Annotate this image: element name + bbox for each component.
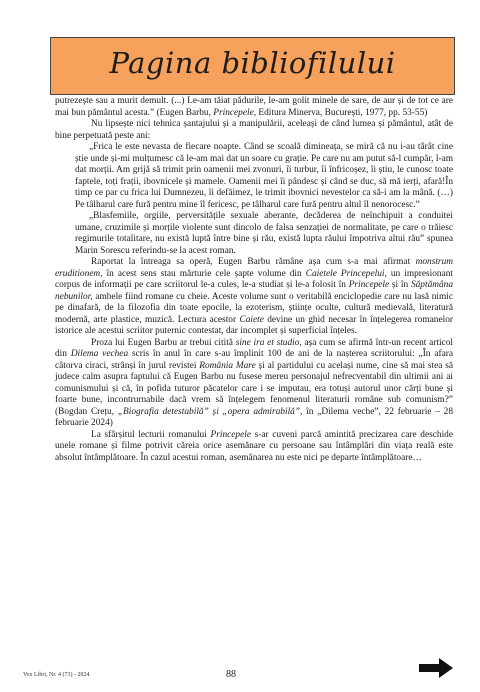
text-run: , în acest sens stau mărturie cele șapte volume din xyxy=(100,268,306,279)
text-run: , Editura Minerva, București, 1977, pp. 53-55) xyxy=(253,107,428,118)
text-run: s-ar cuveni parcă amintită precizarea care deschide unele romane și filme potrivit căreia orice asemănare cu persoane sau întâmplări din viața reală este absolut întâmplătoare. În cazul acestui roman, asemănarea nu este nici pe departe întâmplătoare… xyxy=(55,429,453,463)
quote-2 xyxy=(55,211,453,257)
text-run: ambele fiind romane cu cheie. Aceste volume sunt o veritabilă enciclopedie care nu lasă nimic pe dinafară, de la filozofia din toate epocile, la ezoterism, științe oculte, cultură medievală, literatură modernă, arte plastice, muzică. Lectura acestor xyxy=(55,291,453,325)
text-run: La sfârșitul lecturii romanului xyxy=(91,429,211,440)
page-number: 88 xyxy=(226,669,236,680)
page-title: Pagina bibliofilului xyxy=(109,46,396,80)
paragraph-2 xyxy=(55,119,453,142)
text-run: Nu lipsește nici tehnica șantajului și a manipulării, aceleași de când lumea și pământul, atât de bine perpetuată peste ani: xyxy=(55,119,453,141)
text-run: Raportat la întreaga sa operă, Eugen Barbu rămâne așa cum s-a mai afirmat xyxy=(91,257,416,267)
italic-text: monstrum eruditionem xyxy=(55,257,453,279)
italic-text: Caiete xyxy=(239,314,264,325)
italic-text: Dilema vechea xyxy=(70,349,129,359)
quote-1 xyxy=(55,142,453,211)
italic-text: Săptămâna nebunilor, xyxy=(55,280,453,302)
header-banner xyxy=(50,37,455,95)
text-run: și în xyxy=(389,280,411,290)
italic-text: Caietele Princepelui xyxy=(305,268,385,279)
paragraph-1 xyxy=(55,96,453,119)
italic-text: Princepele xyxy=(348,280,390,290)
text-run: scris în anul în care s-au împlinit 100 de ani de la nașterea scriitorului: „În afara câtorva ciraci, strânși în jurul revistei xyxy=(55,349,454,371)
text-run: , așa cum se afirmă într-un recent articol din xyxy=(55,337,453,359)
paragraph-4 xyxy=(55,338,453,430)
text-run: , un impresionant corpus de informații pe care scriitorul le-a cules, le-a studiat și le-a folosit în xyxy=(55,268,454,290)
text-run: putrezește sau a murit demult. (...) Le-am tăiat pădurile, le-am golit minele de sare, de aur și de tot ce are mai bun pământul acesta.” (Eugen Barbu, xyxy=(55,96,453,118)
text-run: „Frica le este nevasta de fiecare noapte. Când se scoală dimineața, se miră că nu i-au târât cine știe unde și-mi mulțumesc că le-am mai dat un soare cu grație. Pe care nu am putut să-l cumpăr, l-am dat morții. Am grijă să trimit prin oamenii mei zvonuri, îi turbur, îi înfricoșez, îi știu, le cunosc toate faptele, toți frații, ibovnicele și mamele. Oamenii mei îi pândesc și când se duc, să mă ierți, afară!În timp ce par cu frica lui Dumnezeu, îi defăimez, le trimit ibovnici nevestelor ca să-i am la mână. (…) Pe tâlharul care fură pentru mine îl fericesc, pe tâlharul care fură pentru altul îl nenorocesc.” xyxy=(75,142,453,210)
italic-text: sine ira et studio xyxy=(235,337,300,348)
journal-footer: Vox Libri, Nr. 4 (73) - 2024 xyxy=(23,672,90,678)
text-run: , în „Dilema veche”, 22 februarie – 28 februarie 2024) xyxy=(55,406,453,428)
right-arrow-icon[interactable] xyxy=(419,658,453,678)
paragraph-5 xyxy=(55,430,453,465)
italic-text: Princepele xyxy=(213,107,254,118)
text-run: „Blasfemiile, orgiile, perversitățile sexuale aberante, decăderea de neînchipuit a conduitei umane, cruzimile și morțile violente sunt dincolo de falsa senzației de normalitate, pe care o trăiesc regimurile totalitare, nu există luptă între bine și rău, există lupta răului împotriva altui rău” spunea Marin Sorescu referindu-se la acest roman. xyxy=(75,211,453,256)
italic-text: „Biografia detestabilă” și „opera admirabilă” xyxy=(117,406,301,417)
text-run: și al partidului cu același nume, cine să mai stea să judece calm asupra faptului că Eugen Barbu nu fusese mereu personajul nefrecventabil din ultimii ani ai comunismului și că, în pofida tuturor păcatelor care i se imputau, era totuși autorul unor cărți bune și foarte bune, incontrurnabile dacă vrem să înțelegem fenomenul literaturii române sub comunism?” (Bogdan Crețu, xyxy=(55,360,454,417)
paragraph-3 xyxy=(55,257,453,338)
italic-text: România Mare xyxy=(199,360,256,371)
article-body xyxy=(55,96,453,464)
italic-text: Princepele xyxy=(210,429,251,440)
text-run: devine un ghid necesar în înțelegerea romanelor istorice ale acestui scriitor puternic contestat, dar incomplet și superficial înțeles. xyxy=(55,314,454,336)
text-run: Proza lui Eugen Barbu ar trebui citită xyxy=(91,337,236,348)
